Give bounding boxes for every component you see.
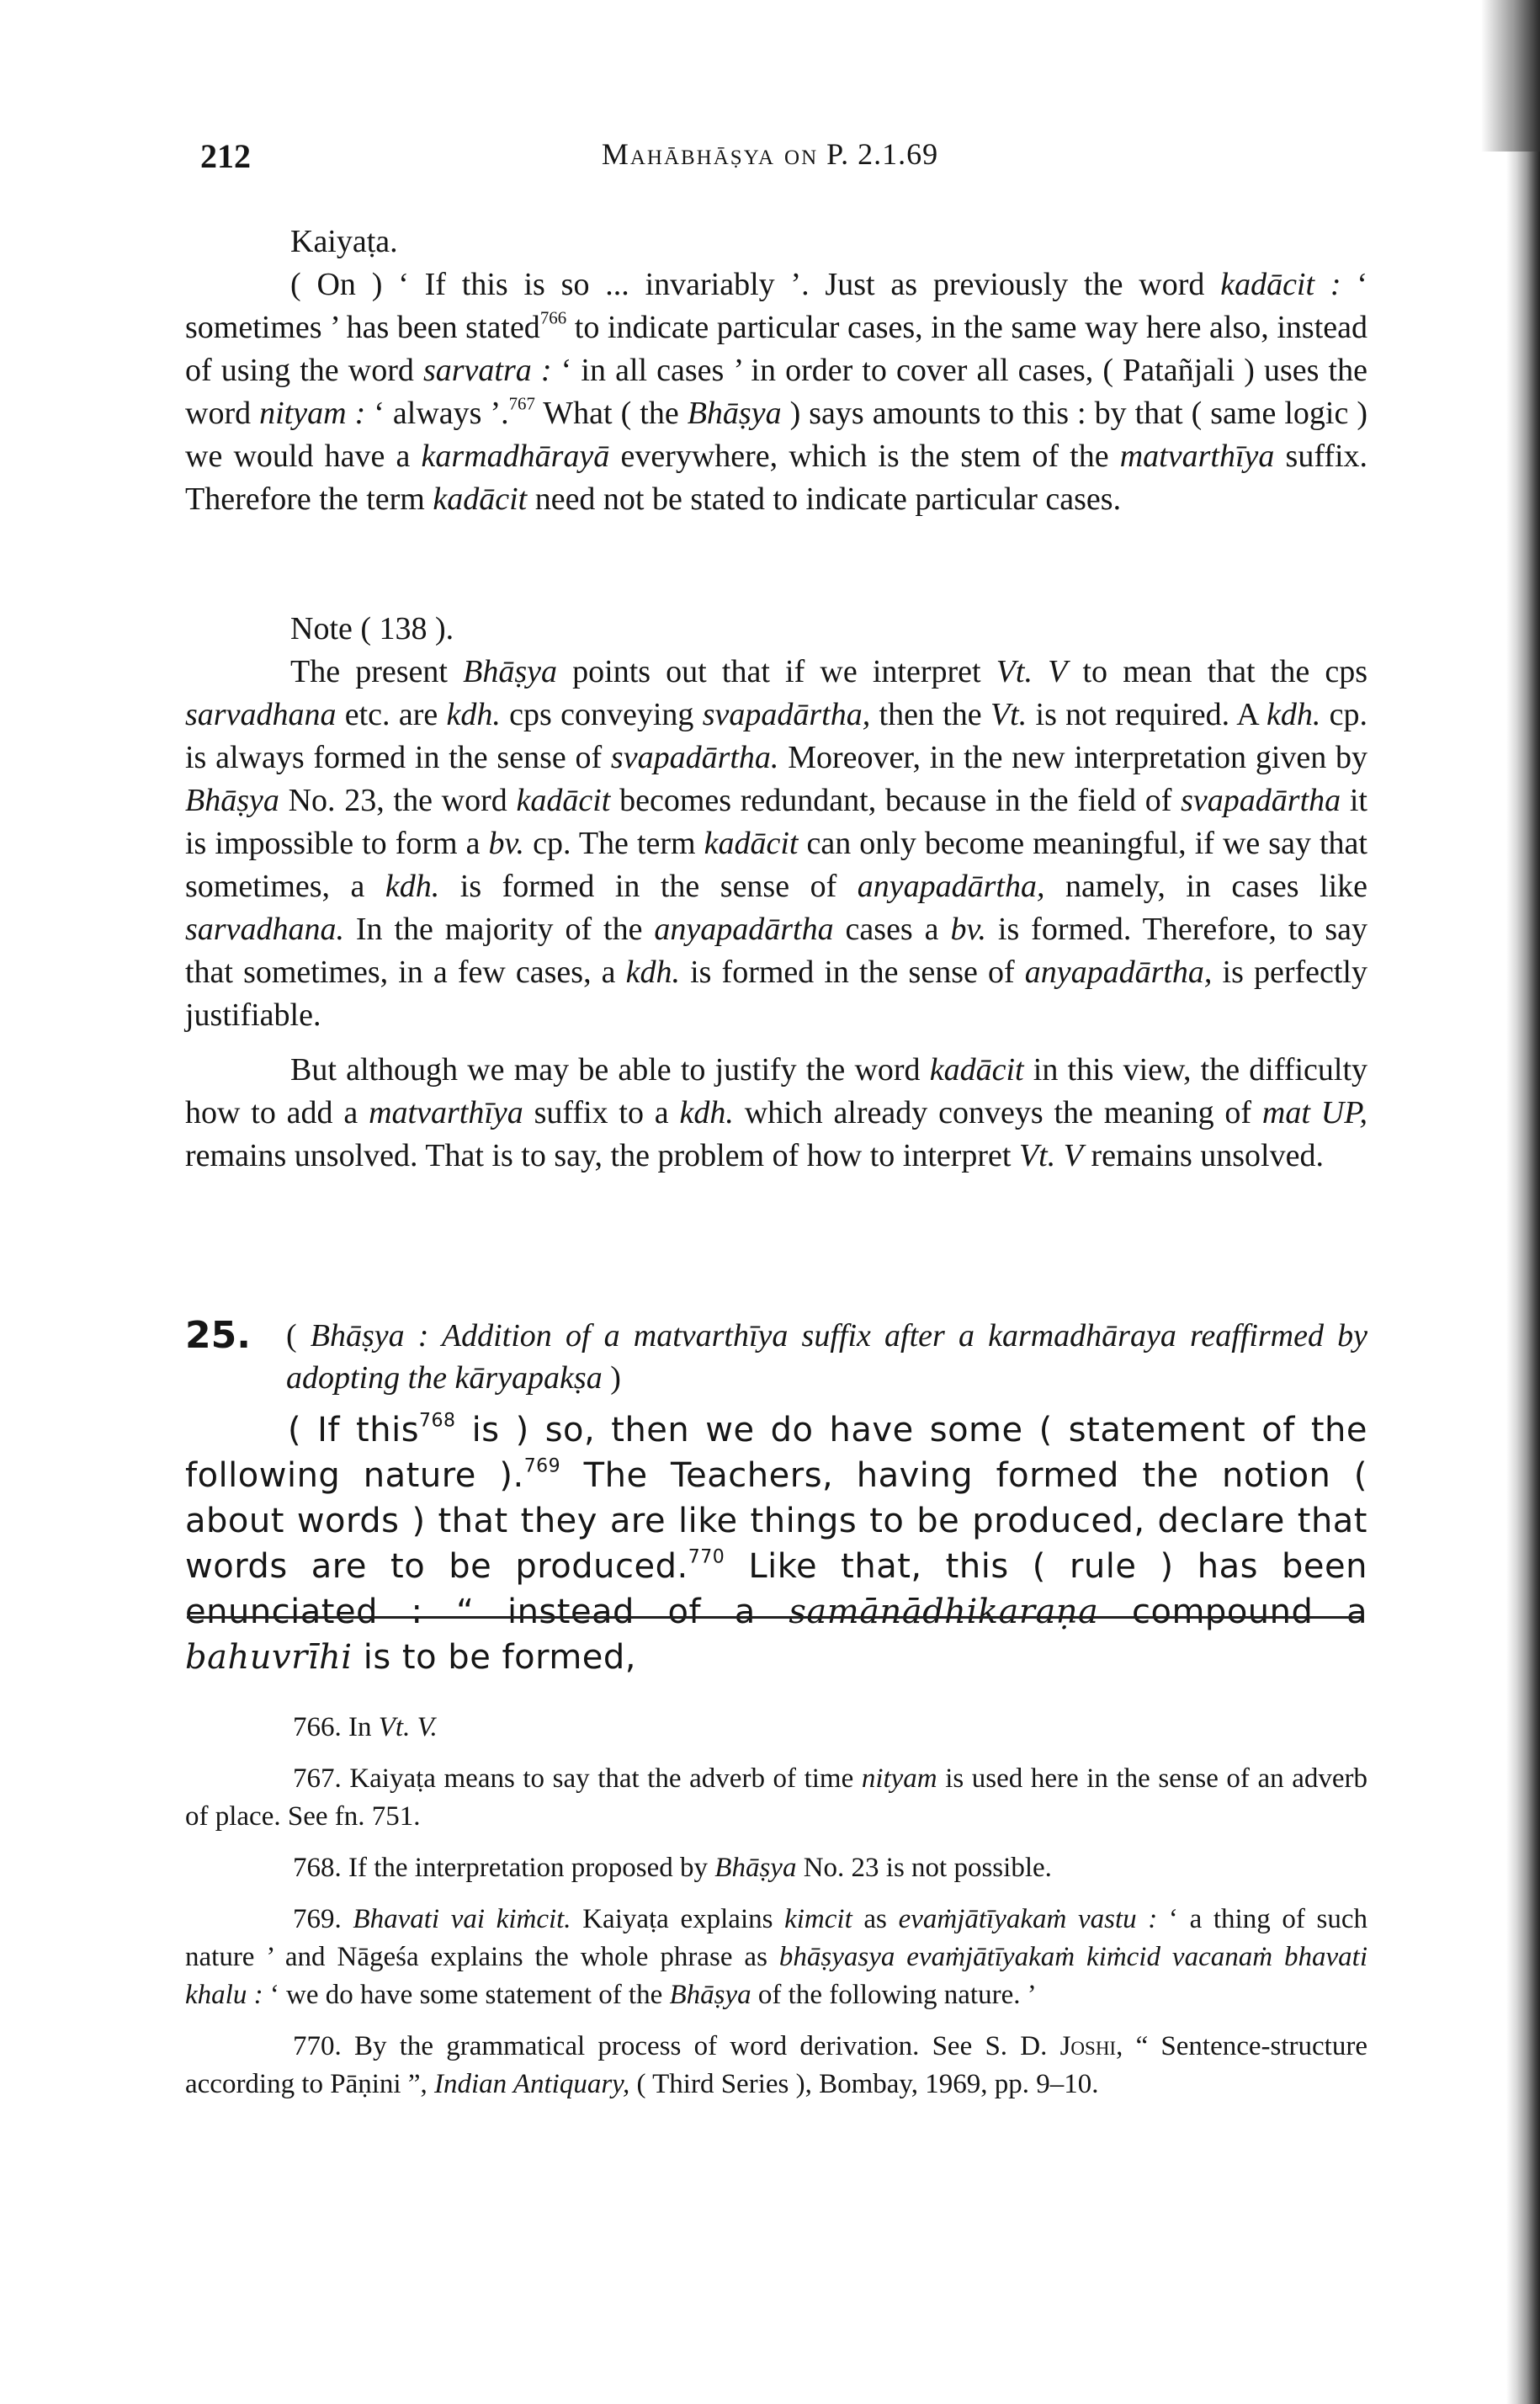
section-paragraph: ( If this$^{768}$ is ) so, then we do have some ( statement of the following nature ).$^{769}$ The Teachers, having formed the notion ( about words ) that they are like things to be produced, declare that words are to be produced.$^{770}$ Like that, this ( rule ) has been enunciated : “ instead of a samānādhikaraṇa compound a bahuvrīhi is to be formed, (185, 1410, 1367, 1677)
page-number: 212 (200, 137, 251, 175)
page-edge-shadow (1506, 0, 1540, 2404)
running-head-ref: P. 2.1.69 (818, 137, 939, 171)
section-number: 25. (185, 1314, 251, 1357)
kaiyata-paragraph: ( On ) ‘ If this is so ... invariably ’. Just as previously the word kadācit : ‘ sometimes ’ has been stated$^{766}$ to indicate particular cases, in the same way here also, instead of using the word sarvatra : ‘ in all cases ’ in order to cover all cases, ( Patañjali ) uses the word nityam : ‘ always ’.$^{767}$ What ( the Bhāṣya ) says amounts to this : by that ( same logic ) we would have a karmadhārayā everywhere, which is the stem of the matvarthīya suffix. Therefore the term kadācit need not be stated to indicate particular cases. (185, 267, 1367, 517)
note-heading: Note ( 138 ). (290, 611, 454, 646)
footnote-769: 769. Bhavati vai kiṁcit. Kaiyaṭa explains kimcit as evaṁjātīyakaṁ vastu : ‘ a thing of such nature ’ and Nāgeśa explains the whole phrase as bhāṣyasya evaṁjātīyakaṁ kiṁcid vacanaṁ bhavati khalu : ‘ we do have some statement of the Bhāṣya of the following nature. ’ (185, 1904, 1368, 2010)
section-25-heading (185, 1315, 1367, 1399)
section-title: ( Bhāṣya : Addition of a matvarthīya suffix after a karmadhāraya reaffirmed by adopting the kāryapakṣa ) (286, 1318, 1367, 1396)
footnote-ref: 766 (539, 307, 567, 328)
note-section (185, 608, 1367, 1178)
running-head (0, 136, 1540, 172)
section-25-body (185, 1407, 1367, 1680)
footnote-rule (187, 1616, 1362, 1619)
kaiyata-section (185, 221, 1367, 521)
footnote-767: 767. Kaiyaṭa means to say that the adverb of time nityam is used here in the sense of an adverb of place. See fn. 751. (185, 1763, 1367, 1832)
footnote-ref: 769 (523, 1455, 561, 1477)
footnote-768: 768. If the interpretation proposed by Bhāṣya No. 23 is not possible. (293, 1853, 1052, 1883)
kaiyata-heading: Kaiyaṭa. (290, 224, 398, 259)
footnote-ref: 768 (419, 1410, 456, 1432)
page-corner-shadow (1481, 0, 1540, 152)
footnote-770: 770. By the grammatical process of word derivation. See S. D. Joshi, “ Sentence-structure according to Pāṇini ”, Indian Antiquary, ( Third Series ), Bombay, 1969, pp. 9–10. (185, 2031, 1367, 2099)
page-header (0, 136, 1540, 187)
running-head-title: Mahābhāṣya on (601, 137, 819, 171)
footnote-766: 766. In Vt. V. (293, 1712, 438, 1742)
footnotes (185, 1709, 1367, 2104)
note-paragraph-2: But although we may be able to justify the word kadācit in this view, the difficulty how to add a matvarthīya suffix to a kdh. which already conveys the meaning of mat UP, remains unsolved. That is to say, the problem of how to interpret Vt. V remains unsolved. (185, 1052, 1368, 1173)
footnote-ref: 767 (508, 393, 535, 414)
note-paragraph-1: The present Bhāṣya points out that if we interpret Vt. V to mean that the cps sarvadhana etc. are kdh. cps conveying svapadārtha, then the Vt. is not required. A kdh. cp. is always formed in the sense of svapadārtha. Moreover, in the new interpretation given by Bhāṣya No. 23, the word kadācit becomes redundant, because in the field of svapadārtha it is impossible to form a bv. cp. The term kadācit can only become meaningful, if we say that sometimes, a kdh. is formed in the sense of anyapadārtha, namely, in cases like sarvadhana. In the majority of the anyapadārtha cases a bv. is formed. Therefore, to say that sometimes, in a few cases, a kdh. is formed in the sense of anyapadārtha, is perfectly justifiable. (185, 654, 1368, 1033)
footnote-ref: 770 (688, 1546, 725, 1568)
